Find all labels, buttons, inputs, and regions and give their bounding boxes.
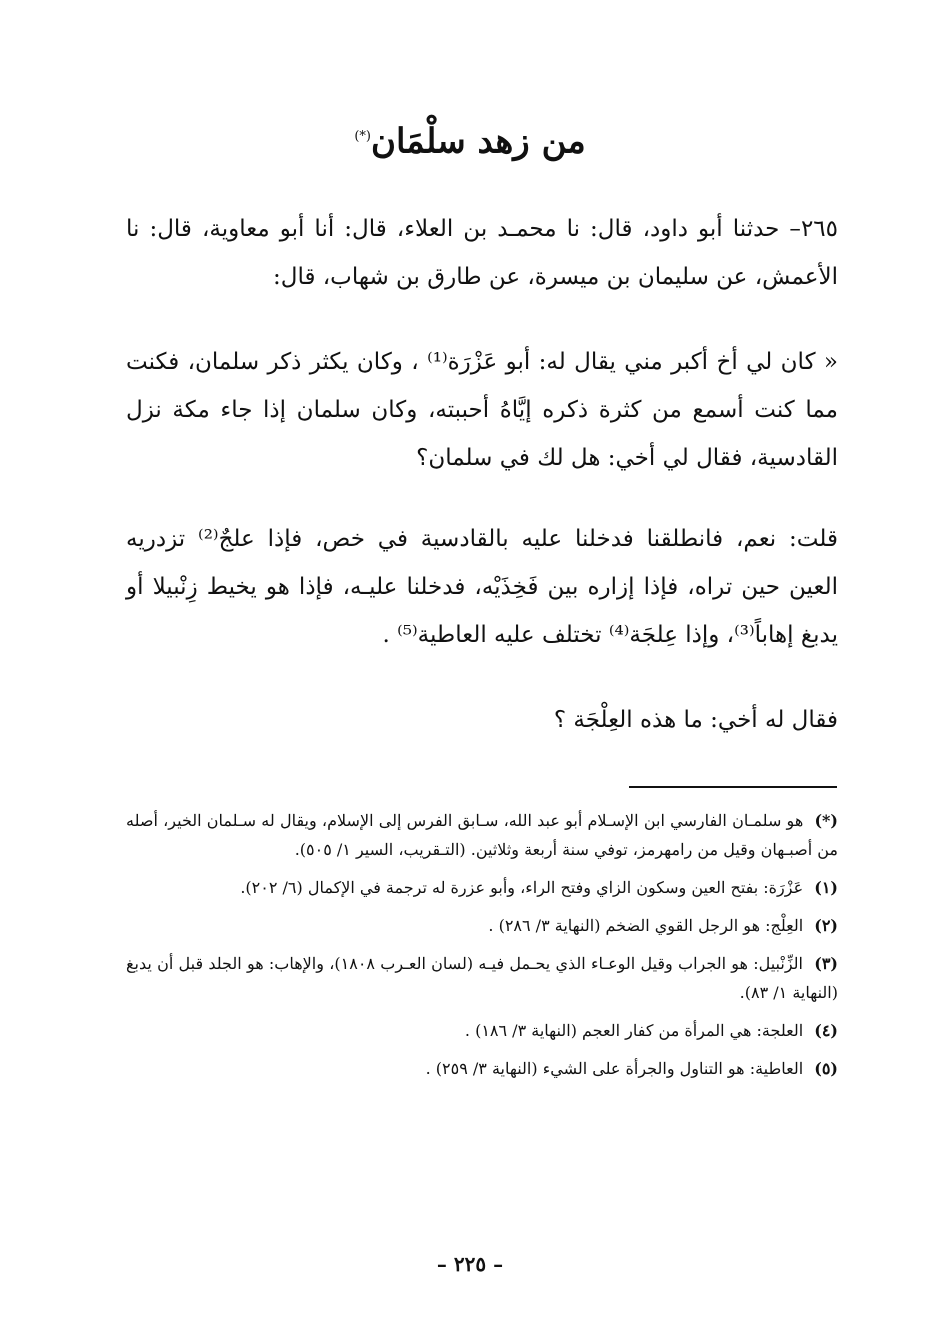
paragraph-narration-2 — [126, 515, 838, 659]
footnote-item — [126, 873, 838, 902]
footnote-number: (٥) — [814, 1059, 838, 1078]
footnote-text: العِلْج: هو الرجل القوي الضخم (النهاية ٣/ ٢٨٦) . — [488, 916, 804, 935]
paragraph-text: فقال له أخي: ما هذه العِلْجَة ؟ — [553, 707, 838, 733]
page-title — [0, 112, 940, 166]
footnotes — [126, 806, 838, 1092]
footnote-item — [126, 949, 838, 1007]
footnote-number: (٤) — [814, 1021, 838, 1040]
footnote-number: (*) — [814, 811, 838, 830]
page-number: – ٢٢٥ – — [436, 1252, 504, 1276]
paragraph-isnad — [126, 205, 838, 301]
footnote-item — [126, 806, 838, 864]
footnote-number: (٢) — [814, 916, 838, 935]
footnote-item — [126, 911, 838, 940]
footnote-text: هو سلمـان الفارسي ابن الإسـلام أبو عبد الله، سـابق الفرس إلى الإسلام، ويقال له سـلمان الخير، أصله من أصبـهان وقيل من رامهرمز، توفي سنة أربعة وثلاثين. (التـقريب، السير ١/ ٥٠٥). — [126, 811, 838, 859]
footnote-item — [126, 1016, 838, 1045]
footnote-item — [126, 1054, 838, 1083]
footnote-number: (١) — [814, 878, 838, 897]
paragraph-text: قلت: نعم، فانطلقنا فدخلنا عليه بالقادسية في خص، فإذا علجٌ⁽²⁾ تزدريه العين حين تراه، فإذا إزاره بين فَخِذَيْه، فدخلنا عليـه، فإذا هو يخيط زِنْبيلا أو يدبغ إهاباً⁽³⁾، وإذا عِلجَة⁽⁴⁾ تختلف عليه العاطية⁽⁵⁾ . — [126, 526, 838, 648]
title-text: من زهد سلْمَان — [370, 121, 586, 162]
paragraph-text: ٢٦٥– حدثنا أبو داود، قال: نا محمـد بن العلاء، قال: أنا أبو معاوية، قال: نا الأعمش، عن سليمان بن ميسرة، عن طارق بن شهاب، قال: — [126, 216, 838, 290]
paragraph-text: « كان لي أخ أكبر مني يقال له: أبو عَزْرَة⁽¹⁾ ، وكان يكثر ذكر سلمان، فكنت مما كنت أسمع من كثرة ذكره إيَّاهُ أحببته، وكان سلمان إذا جاء مكة نزل القادسية، فقال لي أخي: هل لك في سلمان؟ — [126, 349, 838, 471]
footnote-separator — [629, 786, 837, 788]
paragraph-narration-1 — [126, 338, 838, 482]
paragraph-narration-3 — [126, 696, 838, 744]
footnote-number: (٣) — [814, 954, 838, 973]
title-note-marker: (*) — [354, 129, 371, 144]
footnote-text: العلجة: هي المرأة من كفار العجم (النهاية ٣/ ١٨٦) . — [464, 1021, 804, 1040]
footnote-text: عَزْرَة: بفتح العين وسكون الزاي وفتح الراء، وأبو عزرة له ترجمة في الإكمال (٦/ ٢٠٢). — [240, 878, 804, 897]
footnote-text: العاطية: هو التناول والجرأة على الشيء (النهاية ٣/ ٢٥٩) . — [425, 1059, 804, 1078]
footnote-text: الزِّنْبيل: هو الجراب وقيل الوعـاء الذي يحـمل فيـه (لسان العـرب ١٨٠٨)، والإهاب: هو الجلد قبل أن يدبغ (النهاية ١/ ٨٣). — [126, 954, 838, 1002]
